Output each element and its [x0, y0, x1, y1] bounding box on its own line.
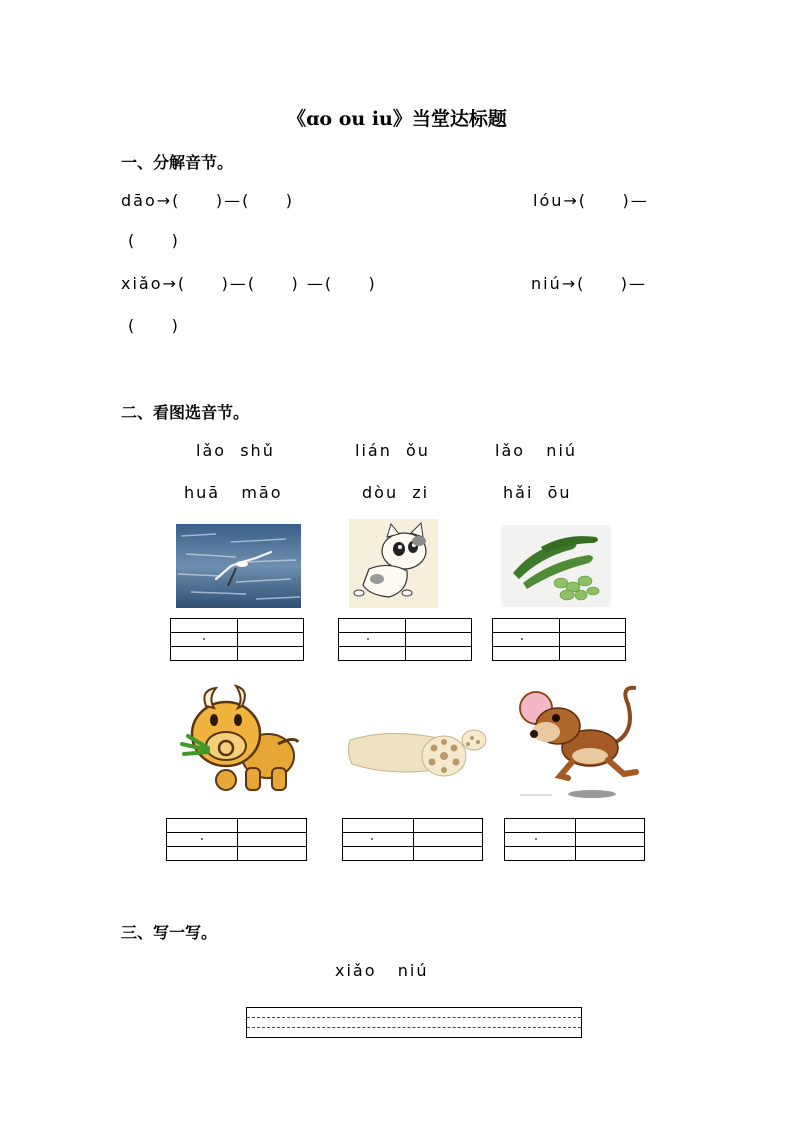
exercise-niu-cont: ( ) — [128, 316, 180, 335]
answer-grid-5[interactable] — [342, 818, 483, 861]
writing-lines[interactable] — [246, 1007, 582, 1038]
option-lao-niu: lǎo niú — [495, 441, 578, 460]
option-dou-zi: dòu zi — [362, 483, 430, 502]
page-title: 《ɑo ou iu》当堂达标题 — [287, 108, 507, 130]
cartoon-cat — [349, 519, 438, 608]
option-lian-ou: lián ǒu — [355, 441, 430, 460]
exercise-xiao: xiǎo→( )—( ) —( ) — [121, 274, 377, 293]
option-lao-shu: lǎo shǔ — [196, 441, 275, 460]
exercise-lou: lóu→( )— — [533, 191, 649, 210]
exercise-lou-cont: ( ) — [128, 231, 180, 250]
cartoon-mouse — [516, 684, 648, 800]
write-word: xiǎo niú — [335, 961, 429, 980]
option-hua-mao: huā māo — [184, 483, 283, 502]
answer-grid-2[interactable] — [338, 618, 472, 661]
cartoon-ox — [178, 684, 302, 798]
answer-grid-1[interactable] — [170, 618, 304, 661]
answer-grid-3[interactable] — [492, 618, 626, 661]
exercise-niu: niú→( )— — [531, 274, 648, 293]
answer-grid-6[interactable] — [504, 818, 645, 861]
option-hai-ou: hǎi ōu — [503, 483, 572, 502]
section3-heading: 三、写一写。 — [121, 923, 218, 942]
seagull-photo — [176, 524, 301, 608]
exercise-dao: dāo→( )—( ) — [121, 191, 294, 210]
answer-grid-4[interactable] — [166, 818, 307, 861]
broad-beans-photo — [501, 525, 611, 607]
section2-heading: 二、看图选音节。 — [121, 403, 250, 422]
lotus-root-photo — [348, 718, 488, 780]
section1-heading: 一、分解音节。 — [121, 153, 234, 172]
